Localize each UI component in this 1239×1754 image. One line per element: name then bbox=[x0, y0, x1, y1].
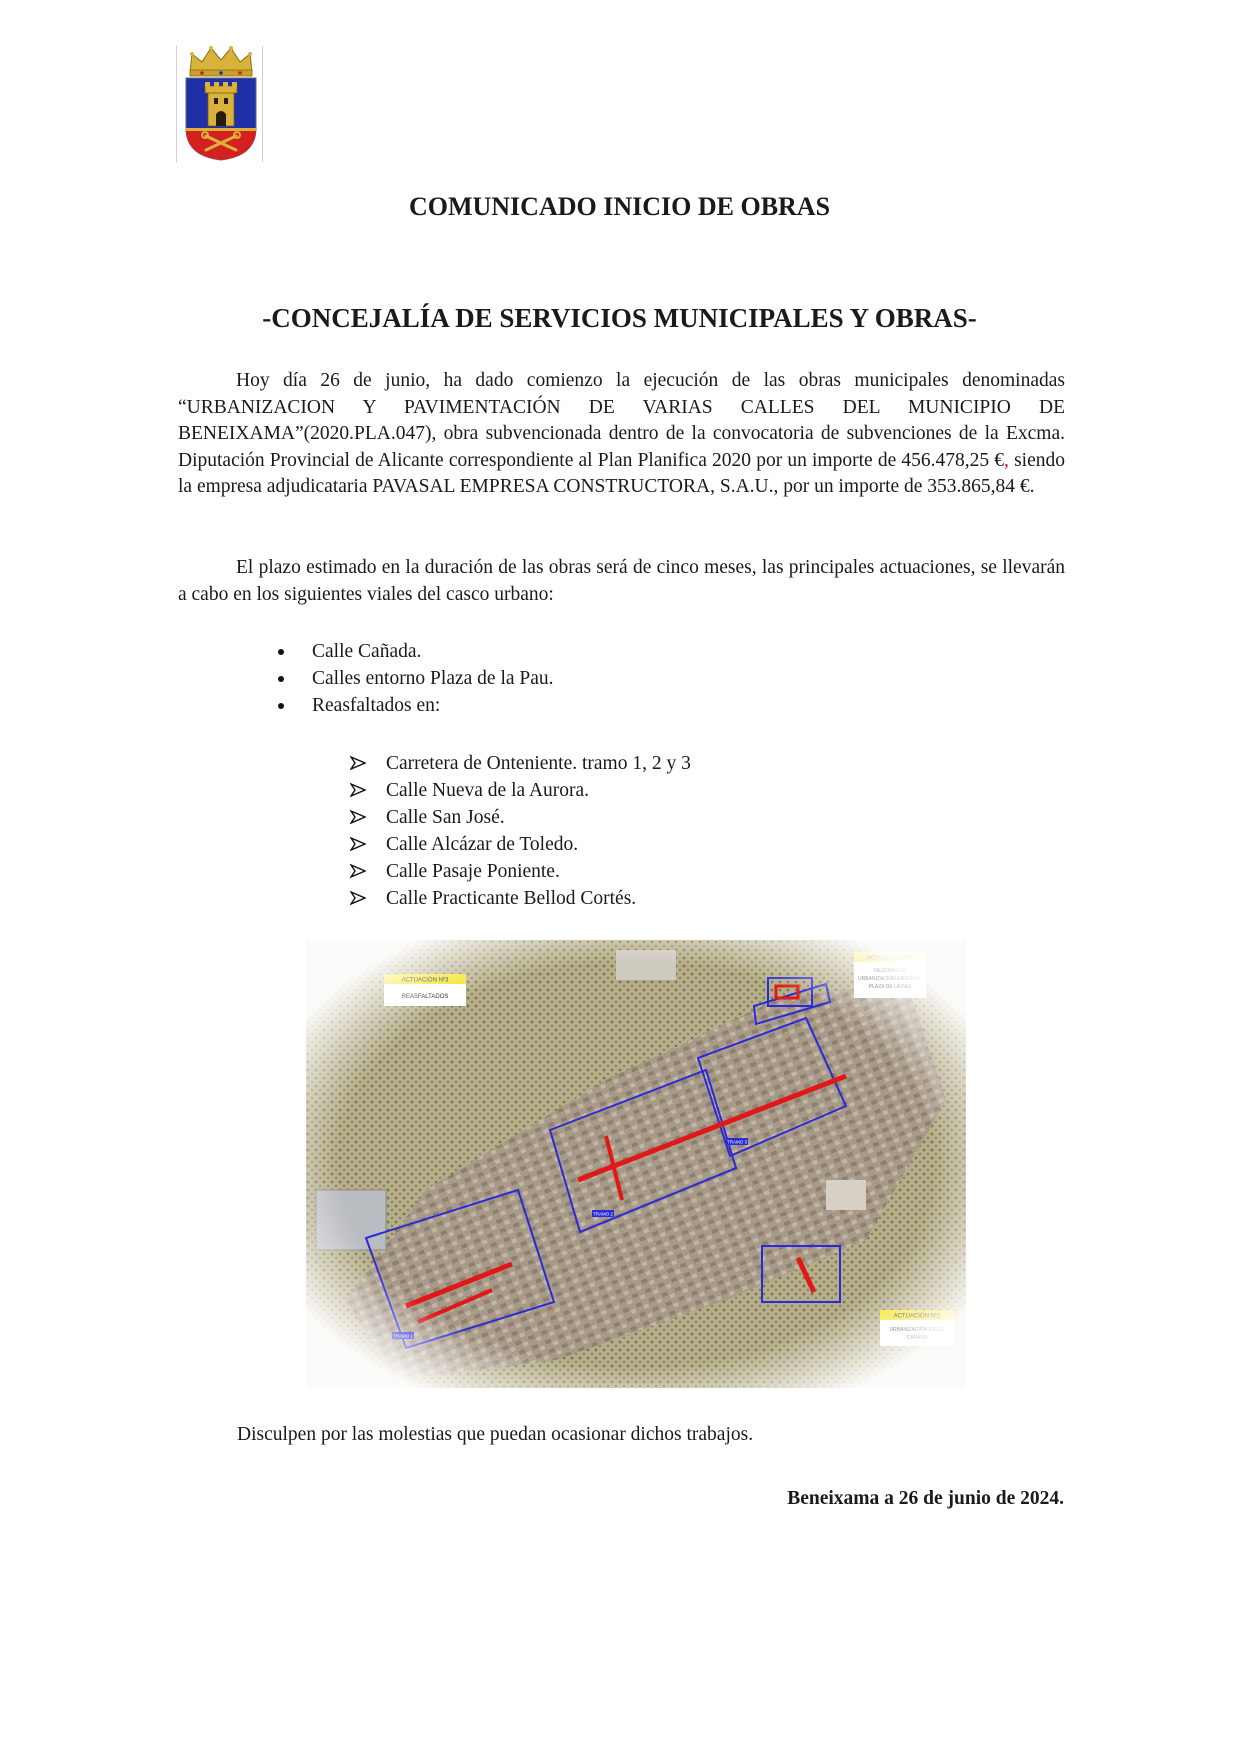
signoff-date: Beneixama a 26 de junio de 2024. bbox=[787, 1488, 1064, 1509]
list-item-text: Carretera de Onteniente. tramo 1, 2 y 3 bbox=[386, 753, 691, 774]
arrowhead-bullet-icon bbox=[350, 756, 366, 770]
bullet-icon bbox=[278, 703, 284, 709]
resurfacing-list bbox=[348, 750, 691, 912]
paragraph-1-red-comma: , bbox=[1004, 449, 1009, 471]
crest-left-rule bbox=[176, 46, 177, 162]
list-item-text: Calle Nueva de la Aurora. bbox=[386, 780, 590, 801]
department-heading: -CONCEJALÍA DE SERVICIOS MUNICIPALES Y OBRAS- bbox=[262, 303, 977, 333]
list-item bbox=[348, 885, 691, 912]
document-title: COMUNICADO INICIO DE OBRAS bbox=[408, 192, 831, 221]
list-item-text: Calle Cañada. bbox=[312, 641, 422, 662]
arrowhead-bullet-icon bbox=[350, 891, 366, 905]
list-item-text: Calle San José. bbox=[386, 807, 505, 828]
list-item bbox=[348, 777, 691, 804]
arrowhead-bullet-icon bbox=[350, 837, 366, 851]
list-item-text: Calle Pasaje Poniente. bbox=[386, 861, 560, 882]
list-item bbox=[270, 692, 554, 719]
paragraph-1-text-a: Hoy día 26 de junio, ha dado comienzo la ejecución de las obras municipales denominadas “URBANIZACION Y PAVIMENTACIÓN DE VARIAS CALLES DEL MUNICIPIO DE BENEIXAMA”(2020.PLA.047), obra subvencionada dentro de la convocatoria de subvenciones de la Excma. Diputación Provincial de Alicante correspondiente al Plan Planifica 2020 por un importe de 456.478,25 € bbox=[178, 370, 1065, 471]
paragraph-1-text-b: siendo la empresa adjudicataria PAVASAL EMPRESA CONSTRUCTORA, S.A.U., por un importe de 353.865,84 €. bbox=[178, 449, 1065, 497]
list-item-text: Reasfaltados en: bbox=[312, 695, 441, 716]
list-item bbox=[270, 638, 554, 665]
aerial-works-map bbox=[306, 940, 966, 1388]
paragraph-2-text: El plazo estimado en la duración de las obras será de cinco meses, las principales actuaciones, se llevarán a cabo en los siguientes viales del casco urbano: bbox=[178, 557, 1065, 605]
paragraph-duration bbox=[178, 555, 1065, 608]
list-item bbox=[348, 804, 691, 831]
arrowhead-bullet-icon bbox=[350, 810, 366, 824]
main-actions-list bbox=[270, 638, 554, 719]
list-item-text: Calle Practicante Bellod Cortés. bbox=[386, 888, 637, 909]
list-item-text: Calle Alcázar de Toledo. bbox=[386, 834, 579, 855]
arrowhead-bullet-icon bbox=[350, 864, 366, 878]
list-item bbox=[348, 750, 691, 777]
arrowhead-bullet-icon bbox=[350, 783, 366, 797]
list-item-text: Calles entorno Plaza de la Pau. bbox=[312, 668, 554, 689]
bullet-icon bbox=[278, 676, 284, 682]
list-item bbox=[270, 665, 554, 692]
paragraph-works-start bbox=[178, 368, 1065, 501]
closing-apology: Disculpen por las molestias que puedan ocasionar dichos trabajos. bbox=[237, 1424, 754, 1445]
list-item bbox=[348, 858, 691, 885]
list-item bbox=[348, 831, 691, 858]
municipal-crest-logo bbox=[178, 44, 264, 162]
bullet-icon bbox=[278, 649, 284, 655]
